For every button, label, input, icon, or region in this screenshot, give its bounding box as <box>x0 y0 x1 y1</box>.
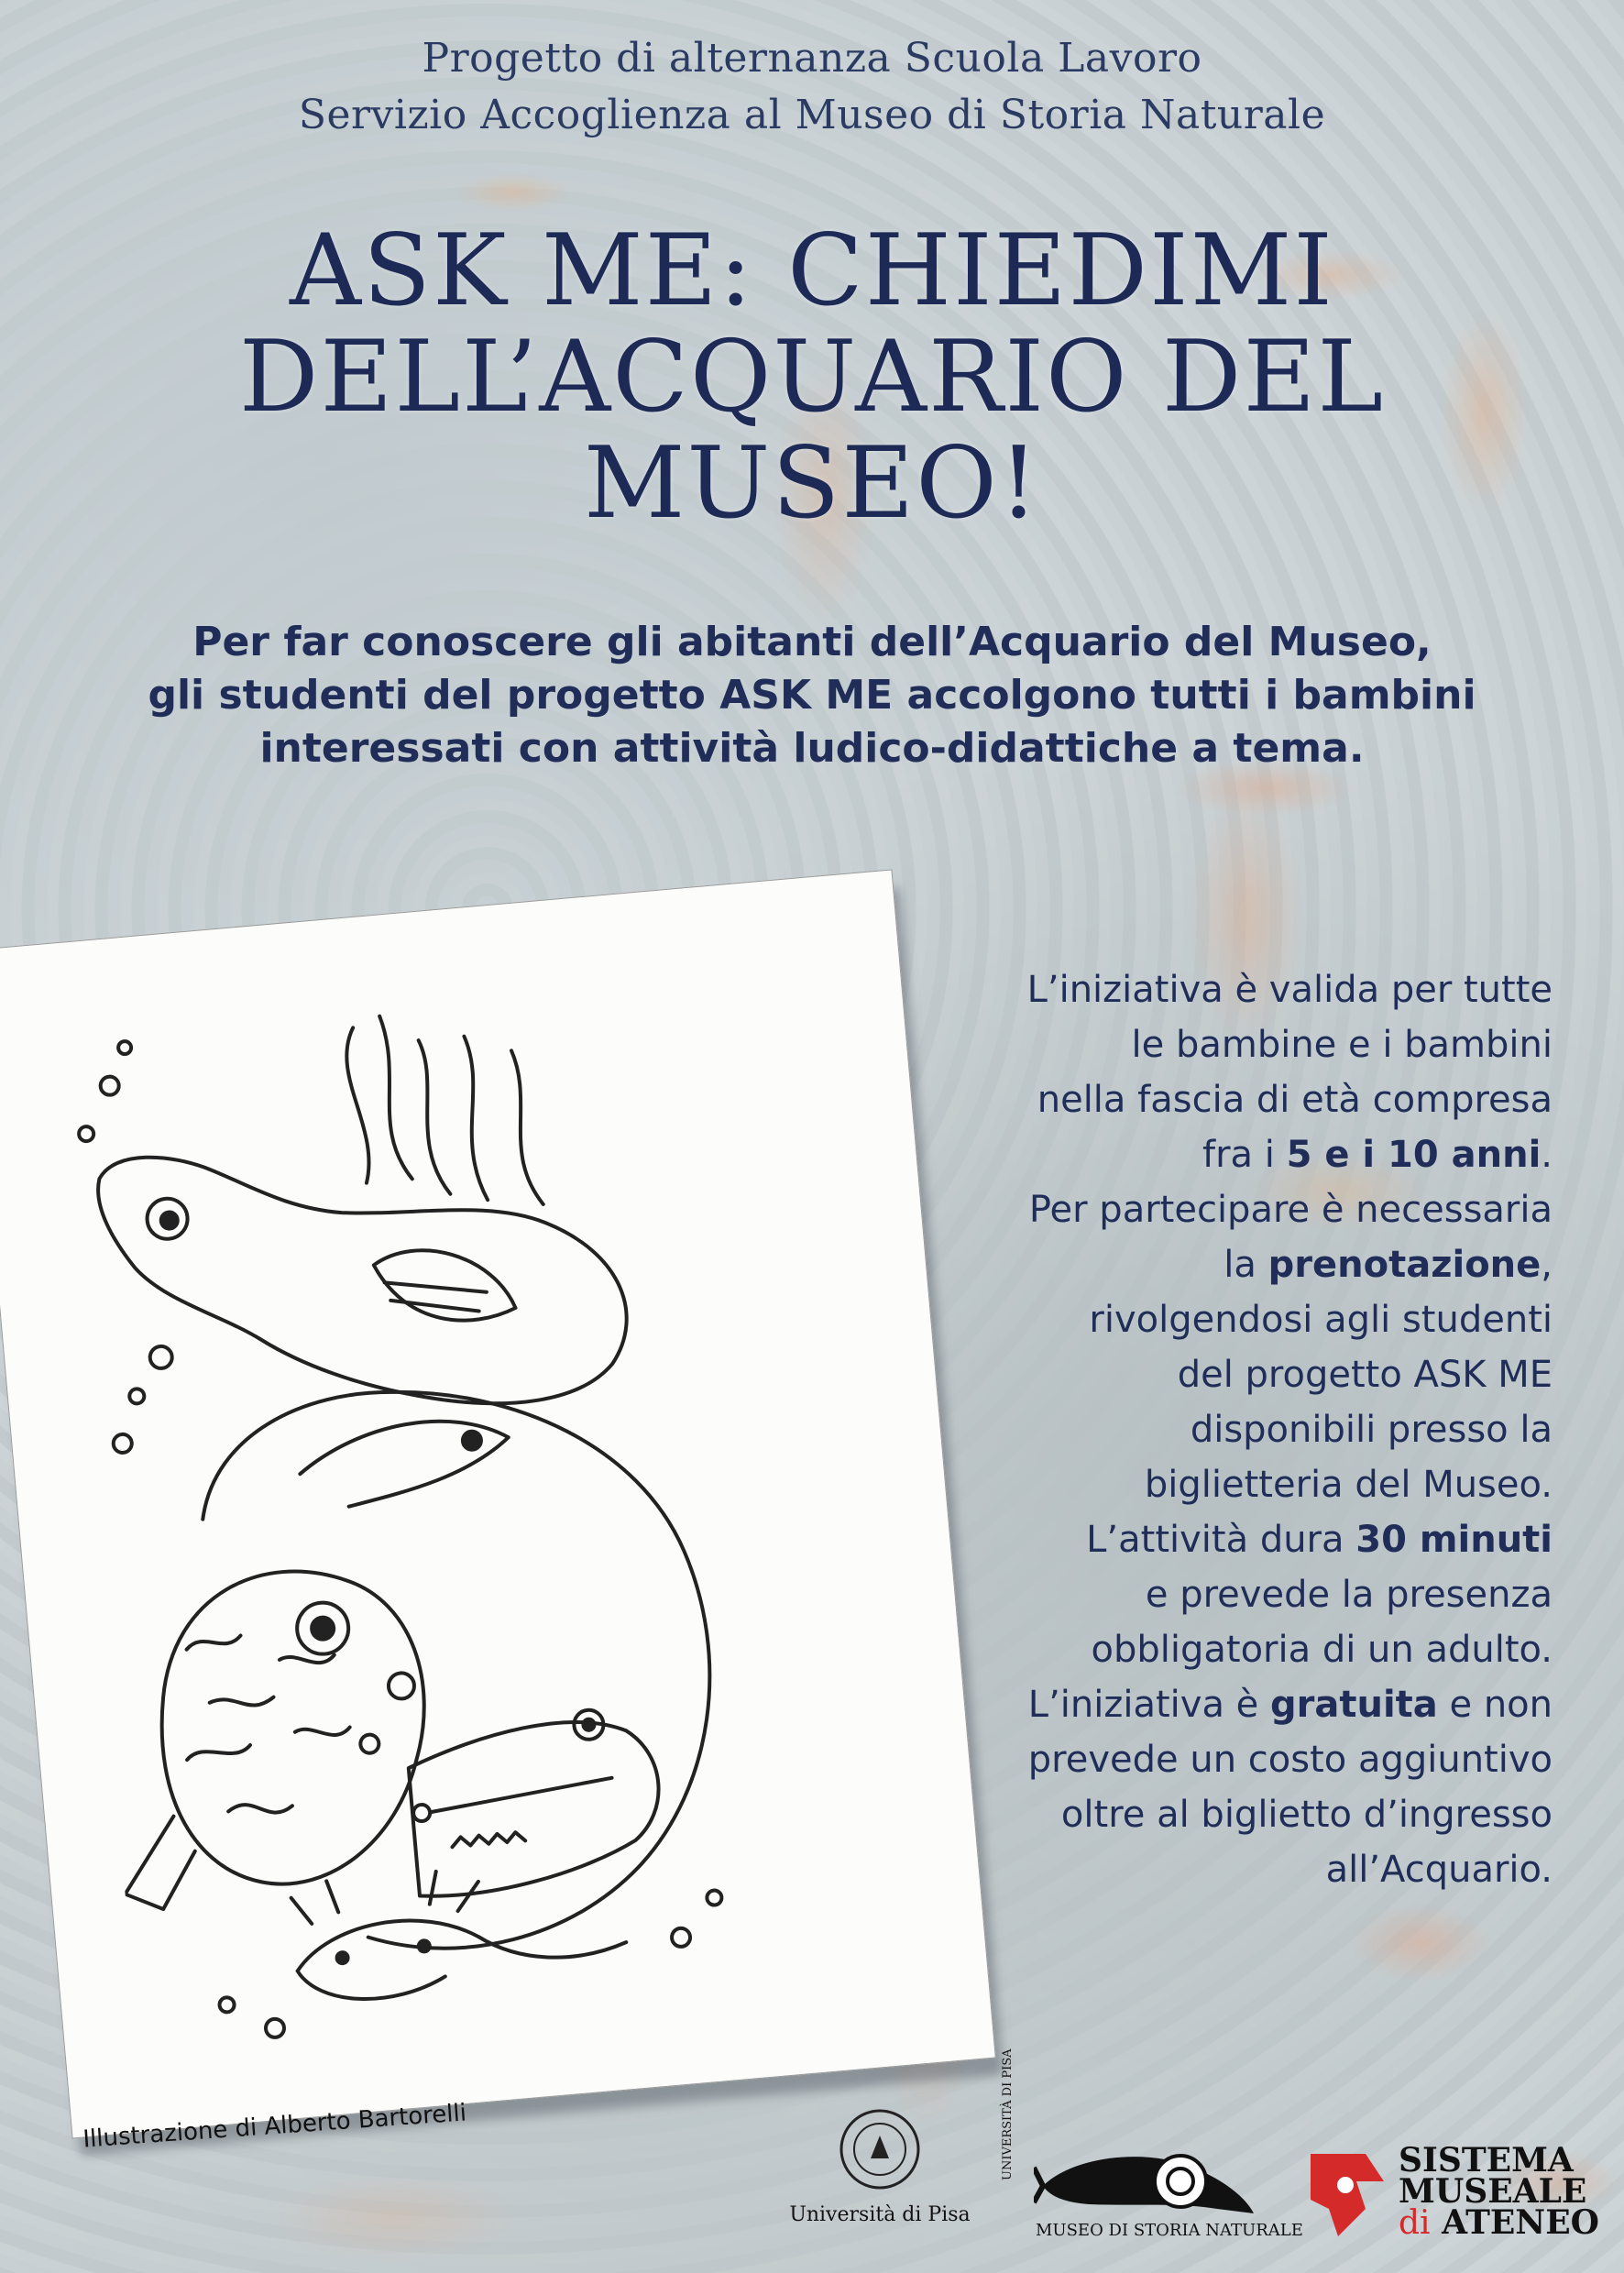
info-line: le bambine e i bambini <box>1131 1024 1553 1066</box>
title-line-2: DELL’ACQUARIO DEL <box>238 320 1386 434</box>
sma-logo <box>1301 2141 1613 2255</box>
booking-required: prenotazione <box>1267 1244 1542 1286</box>
unipisa-logo <box>779 2108 981 2226</box>
info-line: disponibili presso la <box>1190 1409 1553 1451</box>
info-line: obbligatoria di un adulto. <box>1091 1629 1553 1671</box>
info-line: all’Acquario. <box>1325 1849 1553 1891</box>
free-of-charge: gratuita <box>1270 1684 1438 1726</box>
illustration-caption: Illustrazione di Alberto Bartorelli <box>82 2099 467 2154</box>
museo-label: MUSEO DI STORIA NATURALE <box>1036 2221 1303 2240</box>
title-line-3: MUSEO! <box>583 426 1041 541</box>
info-line: L’iniziativa è valida per tutte <box>1026 969 1553 1011</box>
museo-logo <box>1001 2048 1303 2241</box>
museo-side-label: UNIVERSITÀ DI PISA <box>1001 2048 1015 2180</box>
info-line: biglietteria del Museo. <box>1144 1464 1553 1506</box>
intro-line-1: Per far conoscere gli abitanti dell’Acquario del Museo, <box>192 619 1432 665</box>
info-line: del progetto ASK ME <box>1177 1354 1553 1396</box>
unipisa-seal-icon <box>839 2108 921 2191</box>
intro-line-2: gli studenti del progetto ASK ME accolgono tutti i bambini <box>148 672 1476 719</box>
sma-line-3: di ATENEO <box>1399 2203 1600 2242</box>
age-range: 5 e i 10 anni <box>1286 1134 1542 1176</box>
duration: 30 minuti <box>1355 1519 1553 1561</box>
info-line: L’attività dura 30 minuti <box>1086 1519 1553 1561</box>
info-line: nella fascia di età compresa <box>1037 1079 1553 1121</box>
sea-creatures-illustration <box>49 950 916 2059</box>
info-text-block <box>893 962 1553 1897</box>
illustration-card <box>0 869 996 2138</box>
sma-line-2: MUSEALE <box>1399 2172 1587 2211</box>
header-line-2: Servizio Accoglienza al Museo di Storia Naturale <box>298 92 1326 138</box>
title-line-1: ASK ME: CHIEDIMI <box>290 214 1334 328</box>
header-line-1: Progetto di alternanza Scuola Lavoro <box>422 35 1202 82</box>
info-line: la prenotazione, <box>1223 1244 1553 1286</box>
info-line: L’iniziativa è gratuita e non <box>1027 1684 1553 1726</box>
info-line: prevede un costo aggiuntivo <box>1027 1739 1553 1781</box>
info-line: rivolgendosi agli studenti <box>1089 1299 1553 1341</box>
info-line: fra i 5 e i 10 anni. <box>1202 1134 1553 1176</box>
unipisa-label: Università di Pisa <box>789 2203 971 2226</box>
info-line: Per partecipare è necessaria <box>1028 1189 1553 1231</box>
intro-line-3: interessati con attività ludico-didattiche a tema. <box>259 725 1365 772</box>
info-line: e prevede la presenza <box>1145 1574 1553 1616</box>
info-line: oltre al biglietto d’ingresso <box>1060 1794 1553 1836</box>
whale-icon <box>1034 2131 1272 2223</box>
sma-line-1: SISTEMA <box>1399 2141 1574 2180</box>
sma-mark-icon <box>1301 2145 1393 2246</box>
